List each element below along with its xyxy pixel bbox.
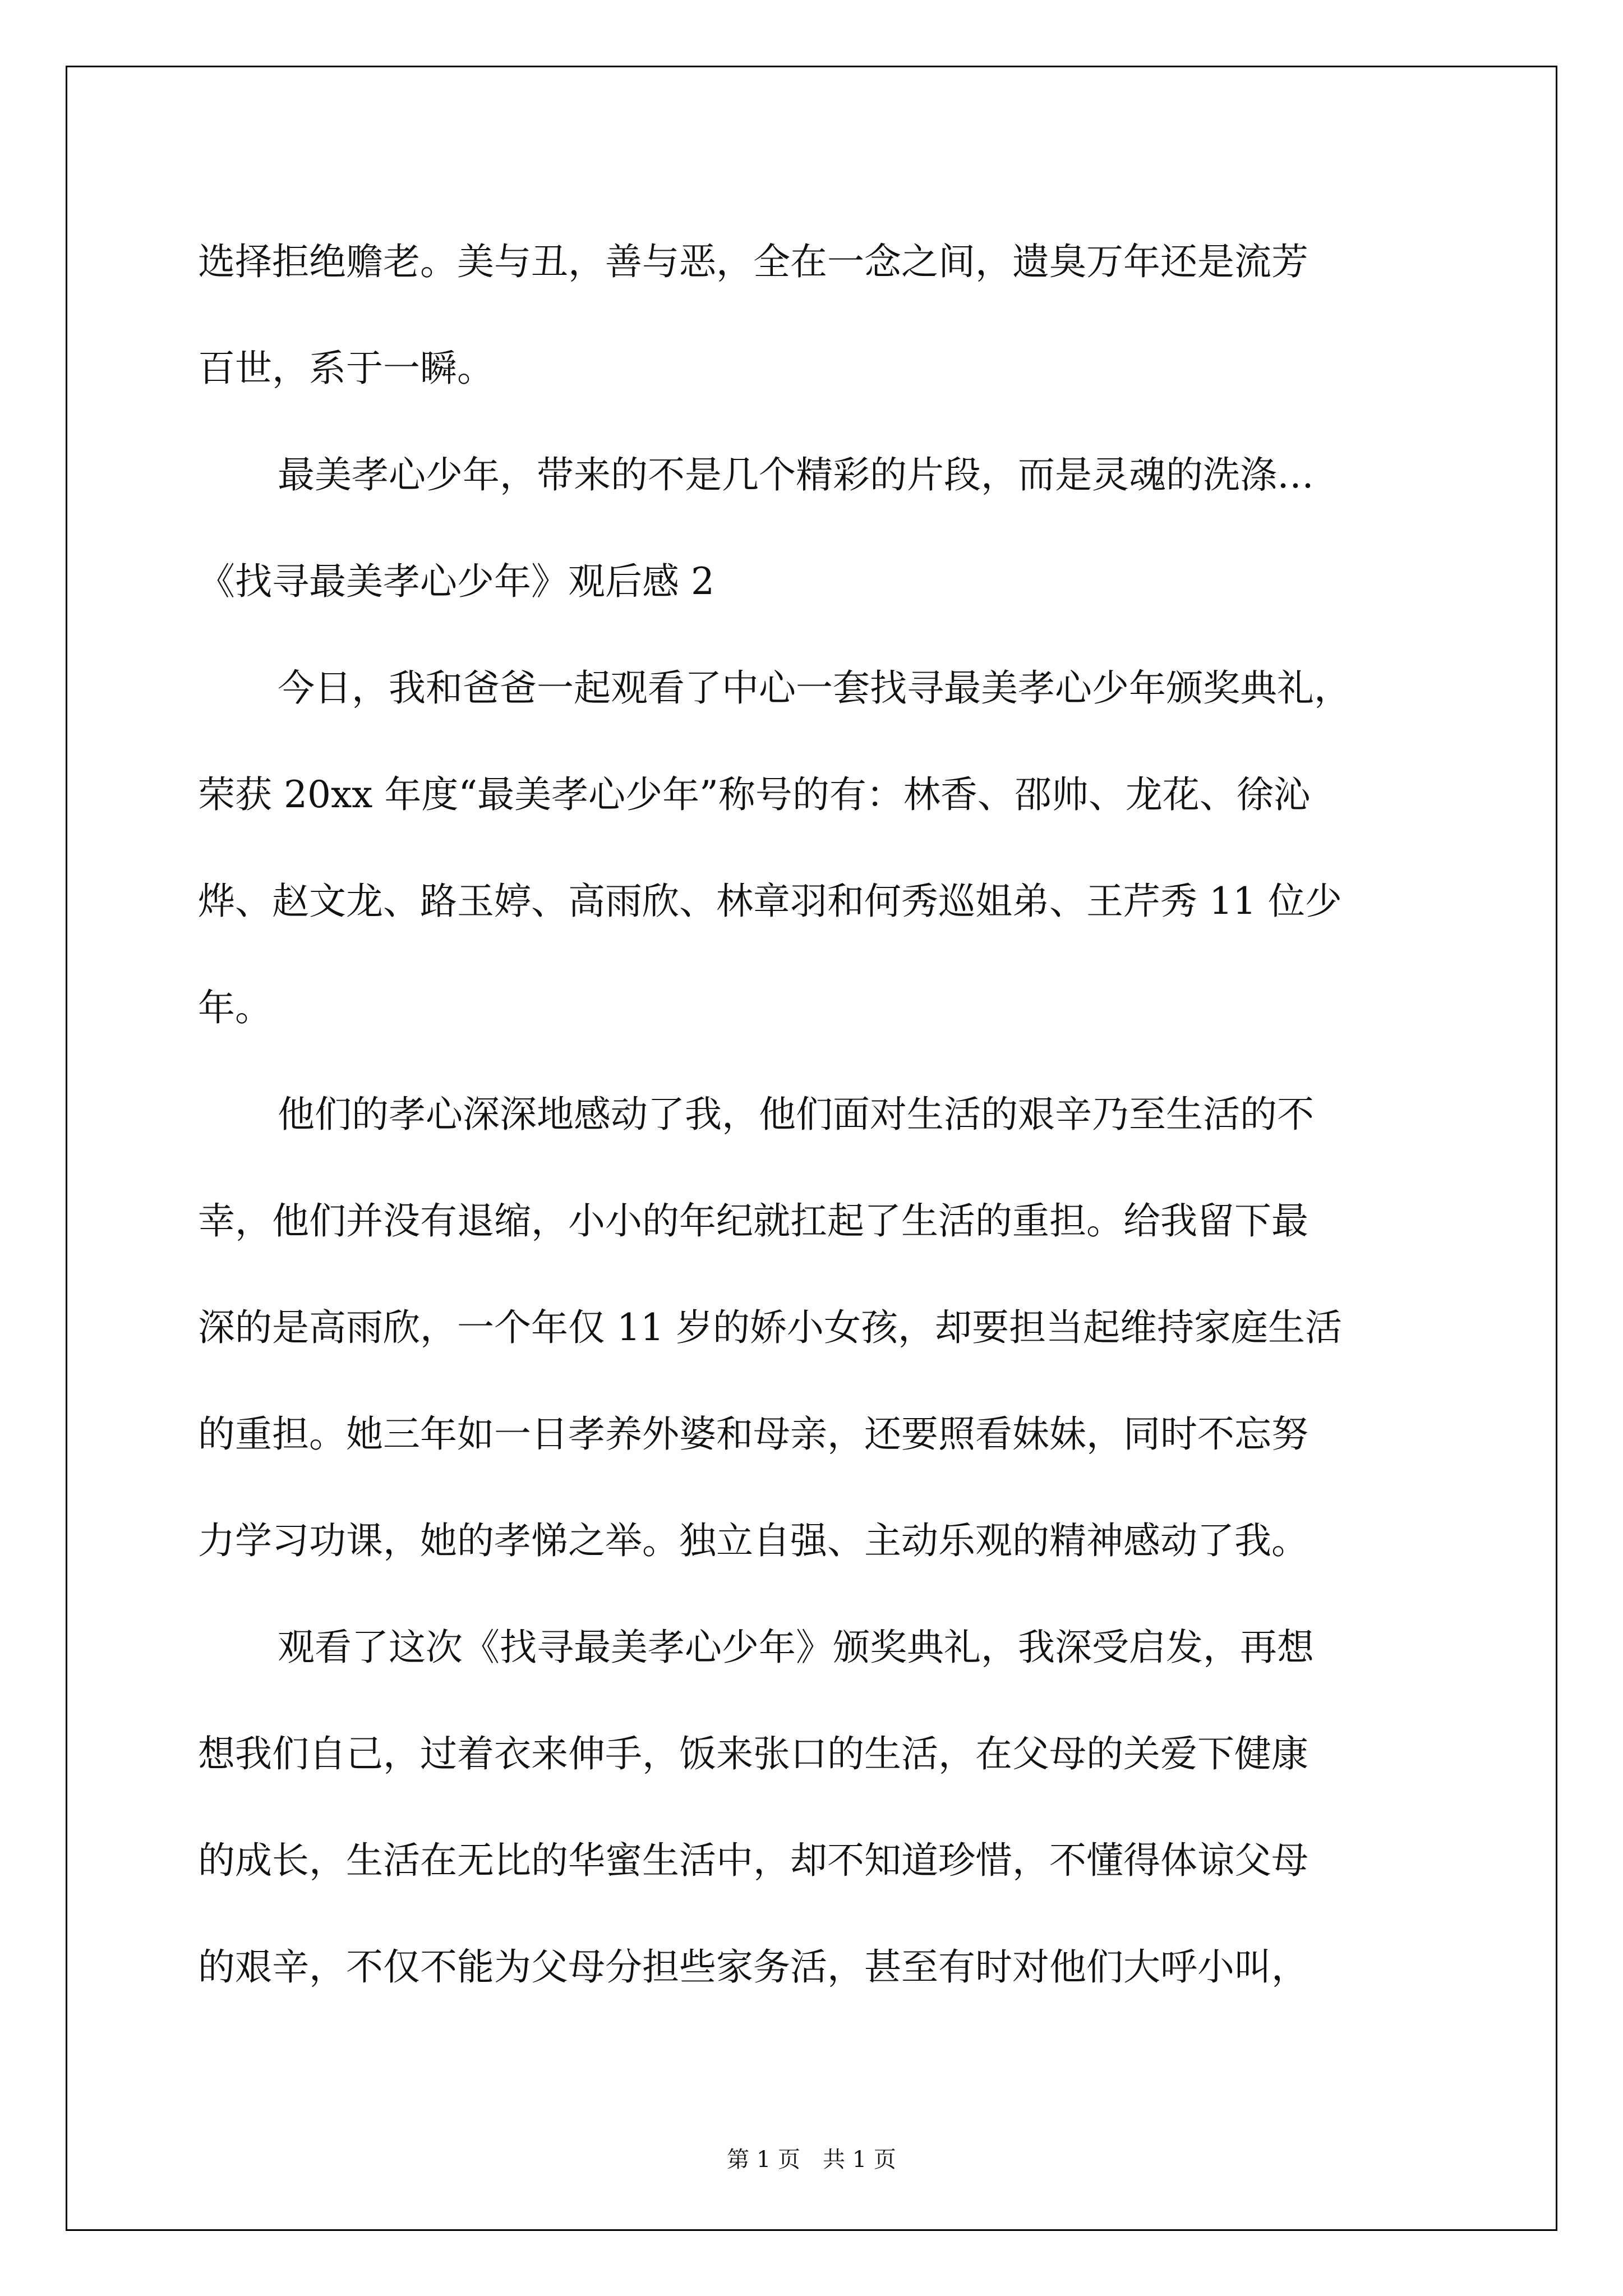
text-line: 想我们自己，过着衣来伸手，饭来张口的生活，在父母的关爱下健康 bbox=[198, 1732, 1308, 1775]
text-line: 百世，系于一瞬。 bbox=[198, 347, 494, 390]
text-line: 的成长，生活在无比的华蜜生活中，却不知道珍惜，不懂得体谅父母 bbox=[198, 1839, 1308, 1882]
text-line: 烨、赵文龙、路玉婷、高雨欣、林章羽和何秀巡姐弟、王芹秀 11 位少 bbox=[198, 880, 1342, 923]
text-line: 他们的孝心深深地感动了我，他们面对生活的艰辛乃至生活的不 bbox=[278, 1093, 1314, 1136]
text-line: 今日，我和爸爸一起观看了中心一套找寻最美孝心少年颁奖典礼， bbox=[278, 666, 1351, 710]
text-line: 力学习功课，她的孝悌之举。独立自强、主动乐观的精神感动了我。 bbox=[198, 1519, 1308, 1562]
text-line: 的艰辛，不仅不能为父母分担些家务活，甚至有时对他们大呼小叫， bbox=[198, 1945, 1308, 1989]
text-line: 最美孝心少年，带来的不是几个精彩的片段，而是灵魂的洗涤… bbox=[278, 453, 1314, 496]
text-line: 选择拒绝赡老。美与丑，善与恶，全在一念之间，遗臭万年还是流芳 bbox=[198, 240, 1308, 283]
text-line: 荣获 20xx 年度“最美孝心少年”称号的有：林香、邵帅、龙花、徐沁 bbox=[198, 773, 1311, 816]
page-number-footer: 第 1 页 共 1 页 bbox=[727, 2147, 896, 2173]
section-heading: 《找寻最美孝心少年》观后感 2 bbox=[198, 560, 714, 603]
document-body bbox=[198, 209, 1432, 2021]
text-line: 观看了这次《找寻最美孝心少年》颁奖典礼，我深受启发，再想 bbox=[278, 1626, 1314, 1669]
text-line: 幸，他们并没有退缩，小小的年纪就扛起了生活的重担。给我留下最 bbox=[198, 1199, 1308, 1243]
text-line: 年。 bbox=[198, 986, 272, 1029]
text-line: 深的是高雨欣，一个年仅 11 岁的娇小女孩，却要担当起维持家庭生活 bbox=[198, 1306, 1342, 1349]
text-line: 的重担。她三年如一日孝养外婆和母亲，还要照看妹妹，同时不忘努 bbox=[198, 1412, 1308, 1456]
